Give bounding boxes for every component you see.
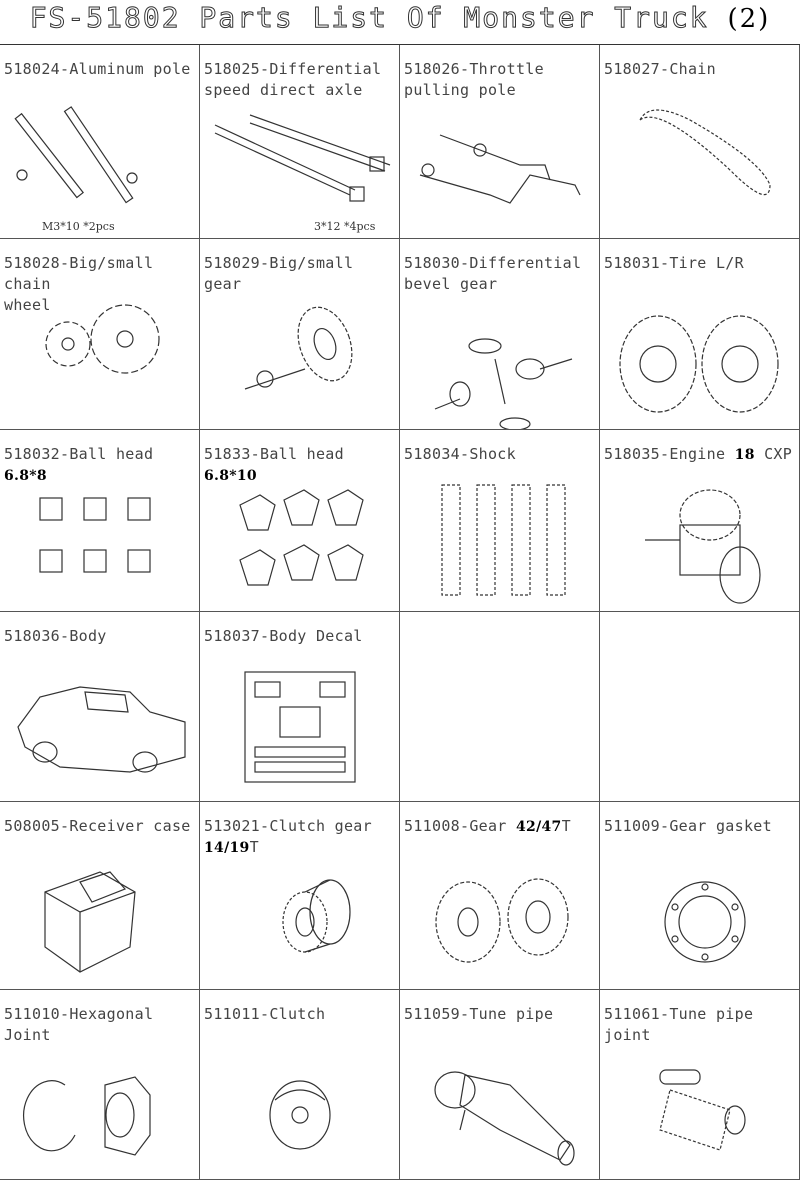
part-label: 511061-Tune pipe joint bbox=[604, 1005, 754, 1044]
part-label: 511010-Hexagonal Joint bbox=[4, 1005, 154, 1044]
part-cell-518027 bbox=[600, 45, 800, 239]
part-label: 518028-Big/small chain wheel bbox=[4, 254, 154, 314]
body-shell-icon bbox=[0, 677, 200, 787]
clutch-icon bbox=[260, 1070, 350, 1160]
tune-pipe-icon bbox=[420, 1055, 590, 1175]
part-label: 508005-Receiver case bbox=[4, 817, 191, 835]
part-label: 51833-Ball head 6.8*10 bbox=[204, 445, 344, 484]
part-size: 6.8*8 bbox=[4, 468, 47, 484]
part-size: 6.8*10 bbox=[204, 468, 257, 484]
part-label: 518027-Chain bbox=[604, 60, 716, 78]
part-spec: 3*12 *4pcs bbox=[314, 220, 376, 233]
gear-gasket-icon bbox=[650, 867, 760, 977]
page-title-text: FS-51802 Parts List Of Monster Truck bbox=[29, 1, 709, 34]
ball-head-large-icon bbox=[220, 485, 380, 595]
part-label: 518037-Body Decal bbox=[204, 627, 363, 645]
part-spec: M3*10 *2pcs bbox=[42, 220, 115, 233]
part-cell-518036 bbox=[0, 612, 200, 802]
part-cell-518026 bbox=[400, 45, 600, 239]
part-size: 14/19 bbox=[204, 840, 250, 856]
part-cell-511011 bbox=[200, 990, 400, 1180]
part-label: 518031-Tire L/R bbox=[604, 254, 744, 272]
part-size: 18 bbox=[734, 447, 755, 463]
clutch-gear-icon bbox=[260, 867, 380, 967]
page-title-number: (2) bbox=[727, 4, 771, 34]
bevel-gear-icon bbox=[400, 334, 600, 430]
receiver-case-icon bbox=[20, 857, 180, 977]
aluminum-pole-icon bbox=[0, 95, 200, 205]
part-cell-518029 bbox=[200, 239, 400, 430]
part-cell-518037 bbox=[200, 612, 400, 802]
part-cell-513021 bbox=[200, 802, 400, 990]
part-cell-508005 bbox=[0, 802, 200, 990]
part-label: 518036-Body bbox=[4, 627, 107, 645]
part-label: 511009-Gear gasket bbox=[604, 817, 772, 835]
body-decal-icon bbox=[240, 667, 360, 787]
gear-icon bbox=[200, 299, 400, 419]
hexagonal-joint-icon bbox=[20, 1065, 180, 1165]
spur-gear-icon bbox=[400, 867, 600, 977]
part-cell-518031 bbox=[600, 239, 800, 430]
part-cell-empty-1 bbox=[400, 612, 600, 802]
parts-grid bbox=[0, 44, 800, 1179]
part-cell-518030 bbox=[400, 239, 600, 430]
tune-pipe-joint-icon bbox=[630, 1065, 770, 1165]
engine-icon bbox=[600, 480, 800, 610]
ball-head-icon bbox=[20, 490, 180, 590]
throttle-pole-icon bbox=[400, 125, 600, 225]
part-label: 518024-Aluminum pole bbox=[4, 60, 191, 78]
part-label: 518035-Engine 18 CXP bbox=[604, 445, 793, 463]
chain-icon bbox=[600, 100, 800, 230]
part-label: 518032-Ball head 6.8*8 bbox=[4, 445, 154, 484]
part-cell-51833 bbox=[200, 430, 400, 612]
shock-icon bbox=[430, 475, 580, 605]
part-cell-518032 bbox=[0, 430, 200, 612]
part-cell-empty-2 bbox=[600, 612, 800, 802]
axle-icon bbox=[200, 105, 400, 205]
chain-wheel-icon bbox=[0, 294, 200, 404]
part-cell-518024 bbox=[0, 45, 200, 239]
part-cell-511061 bbox=[600, 990, 800, 1180]
page-title bbox=[0, 0, 800, 44]
part-label: 518034-Shock bbox=[404, 445, 516, 463]
part-cell-511010 bbox=[0, 990, 200, 1180]
part-cell-518034 bbox=[400, 430, 600, 612]
part-label: 518030-Differential bevel gear bbox=[404, 254, 582, 293]
part-label: 518026-Throttle pulling pole bbox=[404, 60, 544, 99]
part-label: 513021-Clutch gear 14/19T bbox=[204, 817, 372, 856]
part-cell-518028 bbox=[0, 239, 200, 430]
part-cell-511009 bbox=[600, 802, 800, 990]
part-cell-511059 bbox=[400, 990, 600, 1180]
part-label: 511011-Clutch bbox=[204, 1005, 326, 1023]
part-size: 42/47 bbox=[515, 819, 562, 835]
part-label: 511008-Gear 42/47T bbox=[404, 817, 571, 835]
part-cell-518035 bbox=[600, 430, 800, 612]
tire-icon bbox=[600, 299, 800, 429]
part-cell-511008 bbox=[400, 802, 600, 990]
part-label: 518029-Big/small gear bbox=[204, 254, 354, 293]
part-label: 511059-Tune pipe bbox=[404, 1005, 554, 1023]
part-label: 518025-Differential speed direct axle bbox=[204, 60, 382, 99]
part-cell-518025 bbox=[200, 45, 400, 239]
